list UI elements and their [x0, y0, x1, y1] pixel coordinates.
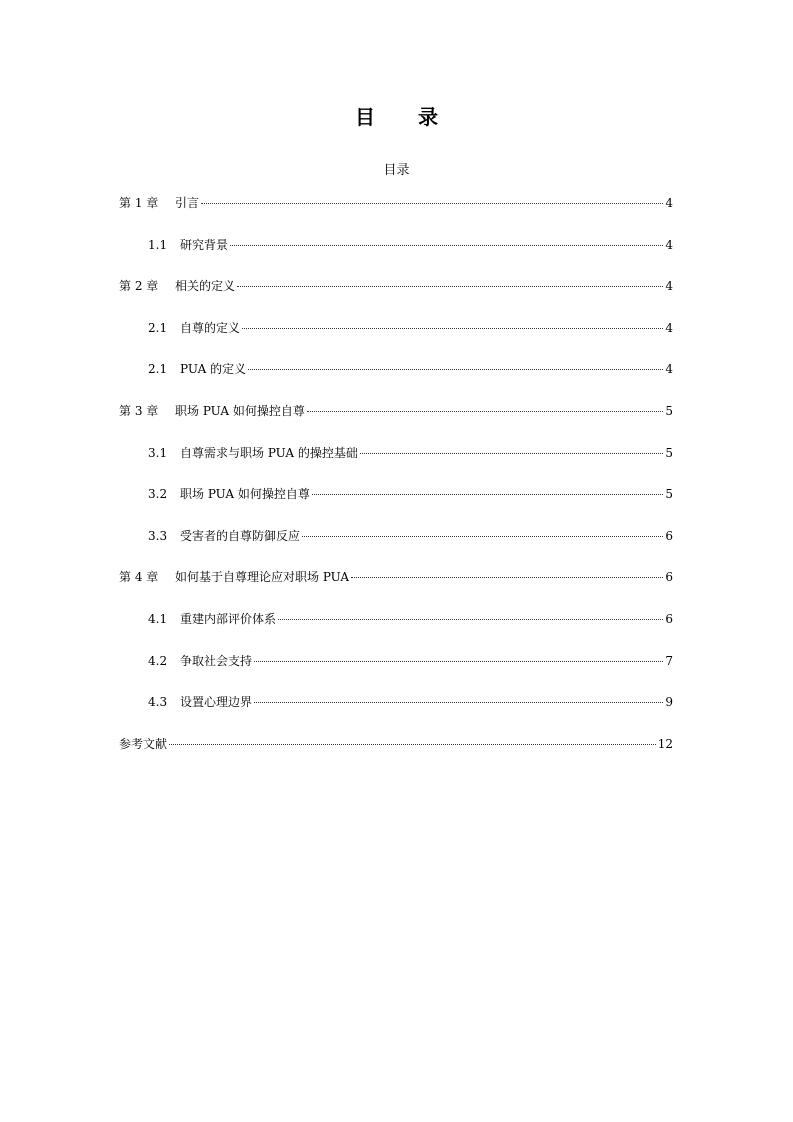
toc-entry-chapter-1[interactable]	[119, 194, 673, 236]
toc-entry-title: 争取社会支持	[180, 653, 253, 668]
toc-entry-section-2-1[interactable]	[119, 319, 673, 361]
toc-entry-number: 4.3	[148, 695, 168, 710]
toc-entry-section-3-1[interactable]	[119, 444, 673, 486]
toc-entry-page: 7	[665, 653, 673, 668]
toc-entry-page: 6	[665, 570, 673, 585]
toc-entry-page: 4	[665, 362, 673, 377]
toc-entry-page: 4	[665, 237, 673, 252]
toc-entry-page: 5	[665, 403, 673, 418]
toc-entry-section-4-2[interactable]	[119, 652, 673, 694]
dot-leader	[307, 411, 663, 412]
dot-leader	[302, 536, 663, 537]
toc-entry-page: 4	[665, 279, 673, 294]
toc-entry-section-3-2[interactable]	[119, 485, 673, 527]
toc-entry-section-4-3[interactable]	[119, 693, 673, 735]
toc-entry-number: 4.1	[148, 611, 168, 626]
toc-entry-number: 3.2	[148, 487, 168, 502]
toc-entry-references[interactable]	[119, 735, 673, 777]
toc-entry-section-3-3[interactable]	[119, 527, 673, 569]
toc-entry-page: 4	[665, 196, 673, 210]
dot-leader	[351, 577, 663, 578]
toc-entry-number: 第 3 章	[119, 403, 159, 418]
toc-entry-number: 第 1 章	[119, 196, 159, 210]
toc-entry-title: 自尊的定义	[180, 320, 241, 335]
toc-entry-title: 研究背景	[180, 237, 229, 252]
dot-leader	[248, 369, 663, 370]
dot-leader	[254, 702, 663, 703]
toc-entry-title: 重建内部评价体系	[180, 611, 277, 626]
toc-entry-title: 参考文献	[119, 736, 168, 751]
toc-entry-title: 如何基于自尊理论应对职场 PUA	[175, 570, 350, 585]
dot-leader	[201, 203, 663, 204]
toc-entry-page: 4	[665, 320, 673, 335]
toc-entry-page: 5	[665, 487, 673, 502]
toc-entry-title: 自尊需求与职场 PUA 的操控基础	[180, 445, 358, 460]
toc-entry-title: 职场 PUA 如何操控自尊	[180, 487, 310, 502]
toc-entry-number: 3.3	[148, 528, 168, 543]
toc-entry-page: 9	[665, 695, 673, 710]
toc-entry-section-4-1[interactable]	[119, 610, 673, 652]
toc-entry-number: 2.1	[148, 362, 168, 377]
toc-entry-title: PUA 的定义	[180, 362, 247, 377]
toc-entry-chapter-2[interactable]	[119, 277, 673, 319]
dot-leader	[312, 494, 663, 495]
toc-entry-page: 6	[665, 611, 673, 626]
toc-entry-section-1-1[interactable]	[119, 236, 673, 278]
toc-heading: 目录	[383, 163, 410, 178]
toc-entry-number: 3.1	[148, 445, 168, 460]
toc-entry-page: 6	[665, 528, 673, 543]
dot-leader	[230, 245, 663, 246]
toc-entry-title: 设置心理边界	[180, 695, 253, 710]
toc-entry-page: 5	[665, 445, 673, 460]
dot-leader	[242, 328, 663, 329]
table-of-contents	[119, 194, 673, 776]
toc-entry-number: 第 2 章	[119, 279, 159, 294]
dot-leader	[360, 453, 663, 454]
dot-leader	[237, 286, 663, 287]
toc-entry-number: 2.1	[148, 320, 168, 335]
dot-leader	[278, 619, 663, 620]
dot-leader	[254, 661, 663, 662]
toc-entry-number: 第 4 章	[119, 570, 159, 585]
page-title: 目 录	[355, 105, 456, 129]
toc-entry-number: 4.2	[148, 653, 168, 668]
dot-leader	[169, 744, 656, 745]
toc-entry-chapter-3[interactable]	[119, 402, 673, 444]
toc-entry-title: 相关的定义	[175, 279, 236, 294]
toc-entry-number: 1.1	[148, 237, 168, 252]
toc-entry-section-2-2[interactable]	[119, 360, 673, 402]
toc-entry-chapter-4[interactable]	[119, 568, 673, 610]
toc-entry-page: 12	[657, 736, 673, 751]
toc-entry-title: 职场 PUA 如何操控自尊	[175, 403, 305, 418]
toc-entry-title: 受害者的自尊防御反应	[180, 528, 301, 543]
toc-entry-title: 引言	[175, 196, 200, 210]
